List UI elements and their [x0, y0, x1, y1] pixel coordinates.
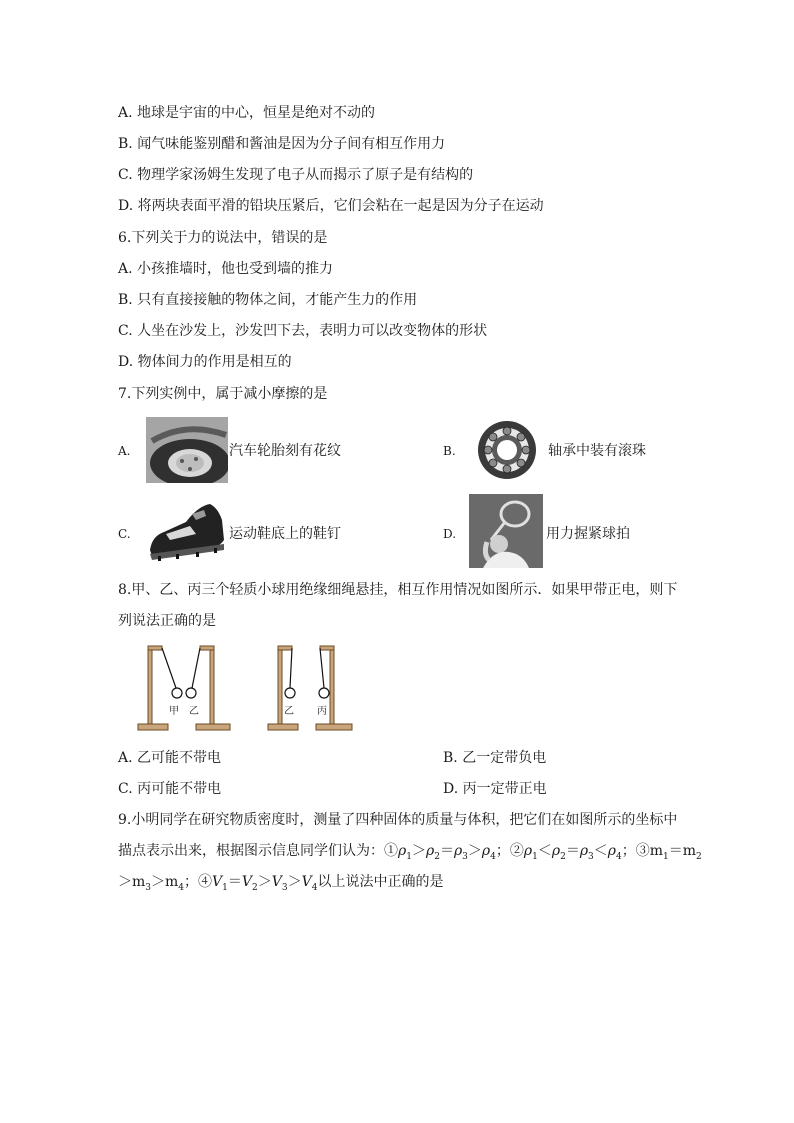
label-yi-right: 乙: [284, 706, 294, 717]
q7-option-c-label: C.: [118, 527, 131, 541]
label-yi: 乙: [189, 706, 199, 717]
q7-option-b-label: B.: [443, 444, 456, 458]
q9-line-3: $>m_3>m_4$；$④V_1=V_2>V_3>V_4$以上说法中正确的是: [118, 874, 444, 893]
q5-option-b: B. 闻气味能鉴别醋和酱油是因为分子间有相互作用力: [118, 136, 446, 152]
q7-option-d-label: D.: [443, 527, 457, 541]
q7-option-b-text: 轴承中装有滚珠: [548, 443, 646, 459]
tire-photo: [146, 417, 228, 483]
q8-figure-left: [136, 642, 236, 736]
q8-option-d: D. 丙一定带正电: [443, 781, 547, 797]
q7-option-c-text: 运动鞋底上的鞋钉: [229, 526, 341, 542]
q9-line-2: 描点表示出来，根据图示信息同学们认为：$①\rho_1>\rho_2=\rho_3>\rho_4$；$②\rho_1<\rho_2=\rho_3<\rho_4$；$③m_1=m_2$: [118, 843, 702, 862]
bearing-photo: [470, 418, 544, 482]
q7-option-d-text: 用力握紧球拍: [546, 526, 630, 542]
q6-option-a: A. 小孩推墙时，他也受到墙的推力: [118, 261, 334, 277]
q8-figure-right: [264, 642, 364, 736]
q5-option-a: A. 地球是宇宙的中心，恒星是绝对不动的: [118, 105, 376, 121]
q6-option-d: D. 物体间力的作用是相互的: [118, 354, 292, 370]
q7-option-a-text: 汽车轮胎刻有花纹: [229, 443, 341, 459]
q9-line-1: 9.小明同学在研究物质密度时，测量了四种固体的质量与体积，把它们在如图所示的坐标中: [118, 812, 678, 828]
q8-stem-line-1: 8.甲、乙、丙三个轻质小球用绝缘细绳悬挂，相互作用情况如图所示．如果甲带正电，则下: [118, 582, 678, 598]
q6-stem: 6.下列关于力的说法中，错误的是: [118, 230, 328, 246]
sneaker-photo: [146, 500, 228, 562]
q7-option-a-label: A.: [118, 444, 131, 458]
label-bing: 丙: [317, 706, 327, 717]
q7-stem: 7.下列实例中，属于减小摩擦的是: [118, 386, 328, 402]
q6-option-c: C. 人坐在沙发上，沙发凹下去，表明力可以改变物体的形状: [118, 323, 488, 339]
tennis-player-photo: [469, 494, 543, 568]
q8-option-c: C. 丙可能不带电: [118, 781, 222, 797]
q5-option-d: D. 将两块表面平滑的铅块压紧后，它们会粘在一起是因为分子在运动: [118, 198, 544, 214]
label-jia: 甲: [169, 706, 179, 717]
q5-option-c: C. 物理学家汤姆生发现了电子从而揭示了原子是有结构的: [118, 167, 474, 183]
q6-option-b: B. 只有直接接触的物体之间，才能产生力的作用: [118, 292, 418, 308]
q8-stem-line-2: 列说法正确的是: [118, 613, 216, 629]
q8-option-b: B. 乙一定带负电: [443, 750, 547, 766]
q8-option-a: A. 乙可能不带电: [118, 750, 222, 766]
